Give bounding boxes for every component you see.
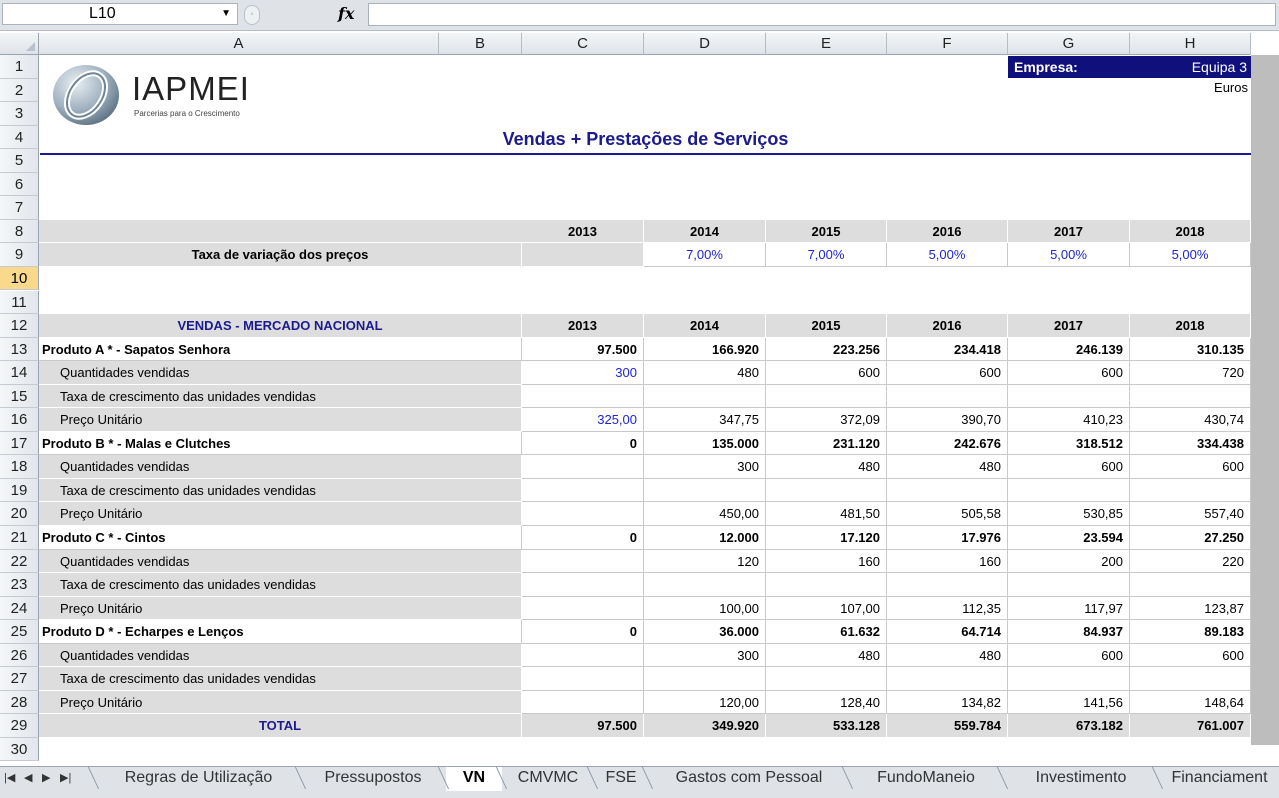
section-year-2013[interactable]: 2013 — [522, 314, 644, 338]
cell-price[interactable]: 325,00 — [522, 408, 644, 432]
cell-growth[interactable] — [887, 667, 1008, 691]
cell-qty[interactable]: 300 — [522, 361, 644, 385]
first-sheet-icon[interactable]: |◀ — [4, 772, 16, 784]
row-header-10[interactable]: 10 — [0, 267, 39, 291]
formula-bar — [0, 0, 1279, 31]
sub-label-growth[interactable]: Taxa de crescimento das unidades vendidas — [39, 385, 522, 409]
product-total-cell[interactable]: 17.976 — [887, 526, 1008, 550]
cell-growth[interactable] — [887, 479, 1008, 503]
row-header-17[interactable]: 17 — [0, 432, 39, 456]
product-total-cell[interactable]: 135.000 — [644, 432, 766, 456]
row-header-16[interactable]: 16 — [0, 408, 39, 432]
year-header-2016[interactable]: 2016 — [887, 220, 1008, 244]
product-total-cell[interactable]: 61.632 — [766, 620, 887, 644]
product-total-cell[interactable]: 0 — [522, 432, 644, 456]
cell-qty[interactable]: 600 — [766, 361, 887, 385]
section-year-2015[interactable]: 2015 — [766, 314, 887, 338]
product-total-cell[interactable]: 12.000 — [644, 526, 766, 550]
cell-qty[interactable]: 480 — [887, 455, 1008, 479]
cell-qty[interactable]: 600 — [1130, 644, 1251, 668]
sheet-tab-fundomaneio[interactable]: FundoManeio — [877, 769, 975, 786]
column-header-h[interactable]: H — [1130, 33, 1251, 55]
cell-growth[interactable] — [1008, 573, 1130, 597]
cell-growth[interactable] — [887, 573, 1008, 597]
sub-label-price[interactable]: Preço Unitário — [39, 502, 522, 526]
cell-price[interactable]: 120,00 — [644, 691, 766, 715]
total-value-2014[interactable]: 349.920 — [644, 714, 766, 738]
cell-price[interactable]: 390,70 — [887, 408, 1008, 432]
taxa-label[interactable]: Taxa de variação dos preços — [39, 243, 522, 267]
product-name[interactable]: Produto C * - Cintos — [39, 526, 522, 550]
column-header-c[interactable]: C — [522, 33, 644, 55]
taxa-value-2016[interactable]: 5,00% — [887, 243, 1008, 267]
row-header-5[interactable]: 5 — [0, 149, 39, 173]
product-name[interactable]: Produto B * - Malas e Clutches — [39, 432, 522, 456]
select-all-corner[interactable] — [0, 33, 39, 55]
cell-price[interactable] — [522, 597, 644, 621]
cell-growth[interactable] — [1130, 667, 1251, 691]
prev-sheet-icon[interactable]: ◀ — [24, 772, 33, 784]
sheet-tab-fse[interactable]: FSE — [605, 769, 637, 786]
page-title[interactable]: Vendas + Prestações de Serviços — [40, 129, 1251, 155]
row-header-18[interactable]: 18 — [0, 455, 39, 479]
cell-qty[interactable]: 480 — [766, 644, 887, 668]
row-header-9[interactable]: 9 — [0, 243, 39, 267]
column-header-e[interactable]: E — [766, 33, 887, 55]
cell-qty[interactable]: 600 — [1008, 361, 1130, 385]
cell-price[interactable]: 481,50 — [766, 502, 887, 526]
column-header-f[interactable]: F — [887, 33, 1008, 55]
row-header-21[interactable]: 21 — [0, 526, 39, 550]
logo-tagline: Parcerias para o Crescimento — [134, 109, 240, 118]
last-sheet-icon[interactable]: ▶| — [60, 772, 72, 784]
row-header-3[interactable]: 3 — [0, 102, 39, 126]
product-total-cell[interactable]: 89.183 — [1130, 620, 1251, 644]
cell-qty[interactable]: 300 — [644, 455, 766, 479]
product-total-cell[interactable]: 223.256 — [766, 338, 887, 362]
product-total-cell[interactable]: 318.512 — [1008, 432, 1130, 456]
row-header-23[interactable]: 23 — [0, 573, 39, 597]
row-header-4[interactable]: 4 — [0, 126, 39, 150]
cell-growth[interactable] — [644, 667, 766, 691]
cell-qty[interactable]: 200 — [1008, 550, 1130, 574]
cell-growth[interactable] — [522, 479, 644, 503]
formula-input[interactable] — [368, 3, 1276, 26]
cell-price[interactable]: 557,40 — [1130, 502, 1251, 526]
taxa-value-2015[interactable]: 7,00% — [766, 243, 887, 267]
taxa-value-2018[interactable]: 5,00% — [1130, 243, 1251, 267]
cell-price[interactable]: 123,87 — [1130, 597, 1251, 621]
row-header-2[interactable]: 2 — [0, 79, 39, 103]
sub-label-qty[interactable]: Quantidades vendidas — [39, 361, 522, 385]
insert-function-icon[interactable]: fx — [338, 4, 355, 23]
total-label[interactable]: TOTAL — [39, 714, 522, 738]
sub-label-qty[interactable]: Quantidades vendidas — [39, 455, 522, 479]
year-header-2017[interactable]: 2017 — [1008, 220, 1130, 244]
sheet-tab-investimento[interactable]: Investimento — [1035, 769, 1127, 786]
iapmei-logo — [52, 63, 250, 130]
section-year-2018[interactable]: 2018 — [1130, 314, 1251, 338]
row-header-11[interactable]: 11 — [0, 291, 39, 315]
cell-price[interactable]: 128,40 — [766, 691, 887, 715]
cell-qty[interactable]: 300 — [644, 644, 766, 668]
product-total-cell[interactable]: 334.438 — [1130, 432, 1251, 456]
cell-qty[interactable]: 160 — [766, 550, 887, 574]
row-header-13[interactable]: 13 — [0, 338, 39, 362]
row-header-8[interactable]: 8 — [0, 220, 39, 244]
cell-qty[interactable]: 600 — [1008, 644, 1130, 668]
product-total-cell[interactable]: 242.676 — [887, 432, 1008, 456]
product-total-cell[interactable]: 27.250 — [1130, 526, 1251, 550]
row-header-27[interactable]: 27 — [0, 667, 39, 691]
cell-qty[interactable] — [522, 455, 644, 479]
section-year-2017[interactable]: 2017 — [1008, 314, 1130, 338]
row-header-19[interactable]: 19 — [0, 479, 39, 503]
cell-qty[interactable]: 600 — [1130, 455, 1251, 479]
product-total-cell[interactable]: 246.139 — [1008, 338, 1130, 362]
product-total-cell[interactable]: 36.000 — [644, 620, 766, 644]
row-header-25[interactable]: 25 — [0, 620, 39, 644]
cell-qty[interactable]: 480 — [766, 455, 887, 479]
cell-price[interactable]: 148,64 — [1130, 691, 1251, 715]
cell-price[interactable]: 450,00 — [644, 502, 766, 526]
cell-growth[interactable] — [1008, 479, 1130, 503]
row-header-20[interactable]: 20 — [0, 502, 39, 526]
sheet-tab-regras-de-utiliza-o[interactable]: Regras de Utilização — [124, 769, 273, 786]
cell-qty[interactable]: 480 — [887, 644, 1008, 668]
cell-price[interactable] — [522, 691, 644, 715]
product-total-cell[interactable]: 84.937 — [1008, 620, 1130, 644]
cell-growth[interactable] — [766, 385, 887, 409]
product-total-cell[interactable]: 231.120 — [766, 432, 887, 456]
product-name[interactable]: Produto D * - Echarpes e Lenços — [39, 620, 522, 644]
empresa-value: Equipa 3 — [1191, 59, 1247, 75]
row-header-6[interactable]: 6 — [0, 173, 39, 197]
sub-label-price[interactable]: Preço Unitário — [39, 408, 522, 432]
cell-qty[interactable]: 220 — [1130, 550, 1251, 574]
cell-growth[interactable] — [1008, 385, 1130, 409]
sub-label-price[interactable]: Preço Unitário — [39, 597, 522, 621]
sheet-tab-financiament[interactable]: Financiament — [1171, 769, 1268, 786]
cell-price[interactable] — [522, 502, 644, 526]
sub-label-growth[interactable]: Taxa de crescimento das unidades vendidas — [39, 479, 522, 503]
product-total-cell[interactable]: 0 — [522, 620, 644, 644]
cell-qty[interactable]: 120 — [644, 550, 766, 574]
taxa-value-2017[interactable]: 5,00% — [1008, 243, 1130, 267]
name-box[interactable] — [2, 3, 238, 25]
currency-label[interactable]: Euros — [1214, 80, 1248, 95]
sub-label-price[interactable]: Preço Unitário — [39, 691, 522, 715]
sheet-tab-gastos-com-pessoal[interactable]: Gastos com Pessoal — [675, 769, 823, 786]
product-total-cell[interactable]: 166.920 — [644, 338, 766, 362]
product-total-cell[interactable]: 17.120 — [766, 526, 887, 550]
row-header-24[interactable]: 24 — [0, 597, 39, 621]
product-total-cell[interactable]: 97.500 — [522, 338, 644, 362]
cell-price[interactable]: 112,35 — [887, 597, 1008, 621]
name-box-dropdown-icon[interactable]: ▼ — [221, 8, 231, 19]
cell-growth[interactable] — [766, 667, 887, 691]
total-value-2017[interactable]: 673.182 — [1008, 714, 1130, 738]
row-header-12[interactable]: 12 — [0, 314, 39, 338]
empresa-box[interactable] — [1008, 56, 1251, 78]
column-header-b[interactable]: B — [439, 33, 522, 55]
sheet-tab-cmvmc[interactable]: CMVMC — [517, 769, 579, 786]
section-year-2014[interactable]: 2014 — [644, 314, 766, 338]
iapmei-logo-ring-icon — [52, 63, 122, 127]
name-box-value: L10 — [89, 5, 116, 22]
cell-qty[interactable] — [522, 644, 644, 668]
cell-qty[interactable]: 600 — [887, 361, 1008, 385]
cell-growth[interactable] — [522, 573, 644, 597]
sub-label-growth[interactable]: Taxa de crescimento das unidades vendidas — [39, 573, 522, 597]
next-sheet-icon[interactable]: ▶ — [42, 772, 51, 784]
year-header-2014[interactable]: 2014 — [644, 220, 766, 244]
cell-qty[interactable] — [522, 550, 644, 574]
cell-price[interactable]: 347,75 — [644, 408, 766, 432]
cell-price[interactable]: 430,74 — [1130, 408, 1251, 432]
cell-price[interactable]: 410,23 — [1008, 408, 1130, 432]
product-total-cell[interactable]: 0 — [522, 526, 644, 550]
cell-price[interactable]: 372,09 — [766, 408, 887, 432]
cell-price[interactable]: 100,00 — [644, 597, 766, 621]
empresa-label: Empresa: — [1014, 59, 1078, 75]
sub-label-qty[interactable]: Quantidades vendidas — [39, 550, 522, 574]
total-value-2016[interactable]: 559.784 — [887, 714, 1008, 738]
sub-label-growth[interactable]: Taxa de crescimento das unidades vendidas — [39, 667, 522, 691]
product-total-cell[interactable]: 310.135 — [1130, 338, 1251, 362]
taxa-value-2014[interactable]: 7,00% — [644, 243, 766, 267]
row-header-26[interactable]: 26 — [0, 644, 39, 668]
vertical-scrollbar[interactable] — [1251, 55, 1279, 745]
cell-growth[interactable] — [766, 573, 887, 597]
cell-growth[interactable] — [644, 479, 766, 503]
total-value-2013[interactable]: 97.500 — [522, 714, 644, 738]
sheet-tab-pressupostos[interactable]: Pressupostos — [324, 769, 422, 786]
cell-price[interactable]: 530,85 — [1008, 502, 1130, 526]
cell-growth[interactable] — [522, 667, 644, 691]
sheet-tabs-bar — [0, 766, 1279, 798]
year-header-2018[interactable]: 2018 — [1130, 220, 1251, 244]
sheet-tab-vn[interactable]: VN — [446, 767, 502, 791]
row-header-15[interactable]: 15 — [0, 385, 39, 409]
row-header-14[interactable]: 14 — [0, 361, 39, 385]
sub-label-qty[interactable]: Quantidades vendidas — [39, 644, 522, 668]
cell-growth[interactable] — [1130, 573, 1251, 597]
row-header-30[interactable]: 30 — [0, 738, 39, 762]
cell-price[interactable]: 117,97 — [1008, 597, 1130, 621]
row-header-7[interactable]: 7 — [0, 196, 39, 220]
logo-wordmark: IAPMEI — [132, 70, 250, 107]
section-header[interactable]: VENDAS - MERCADO NACIONAL — [39, 314, 522, 338]
cell-growth[interactable] — [1008, 667, 1130, 691]
cell-growth[interactable] — [522, 385, 644, 409]
cell-growth[interactable] — [766, 479, 887, 503]
product-total-cell[interactable]: 64.714 — [887, 620, 1008, 644]
year-header-2015[interactable]: 2015 — [766, 220, 887, 244]
year-header-2013[interactable]: 2013 — [522, 220, 644, 244]
product-total-cell[interactable]: 23.594 — [1008, 526, 1130, 550]
formula-bar-resize-handle[interactable]: ◦ — [244, 5, 260, 25]
cell-price[interactable]: 505,58 — [887, 502, 1008, 526]
product-total-cell[interactable]: 234.418 — [887, 338, 1008, 362]
taxa-value-2013[interactable] — [522, 243, 644, 267]
total-value-2015[interactable]: 533.128 — [766, 714, 887, 738]
cell-growth[interactable] — [1130, 385, 1251, 409]
cell-price[interactable]: 107,00 — [766, 597, 887, 621]
cell-price[interactable]: 134,82 — [887, 691, 1008, 715]
section-year-2016[interactable]: 2016 — [887, 314, 1008, 338]
cell-growth[interactable] — [1130, 479, 1251, 503]
cell-growth[interactable] — [644, 573, 766, 597]
column-header-g[interactable]: G — [1008, 33, 1130, 55]
cell-growth[interactable] — [887, 385, 1008, 409]
row-header-28[interactable]: 28 — [0, 691, 39, 715]
column-header-a[interactable]: A — [39, 33, 439, 55]
cell-qty[interactable]: 600 — [1008, 455, 1130, 479]
cell-growth[interactable] — [644, 385, 766, 409]
cell-qty[interactable]: 720 — [1130, 361, 1251, 385]
cell-qty[interactable]: 480 — [644, 361, 766, 385]
row-header-29[interactable]: 29 — [0, 714, 39, 738]
row-header-1[interactable]: 1 — [0, 55, 39, 79]
cell-price[interactable]: 141,56 — [1008, 691, 1130, 715]
column-header-d[interactable]: D — [644, 33, 766, 55]
product-name[interactable]: Produto A * - Sapatos Senhora — [39, 338, 522, 362]
row-header-22[interactable]: 22 — [0, 550, 39, 574]
cell-qty[interactable]: 160 — [887, 550, 1008, 574]
total-value-2018[interactable]: 761.007 — [1130, 714, 1251, 738]
